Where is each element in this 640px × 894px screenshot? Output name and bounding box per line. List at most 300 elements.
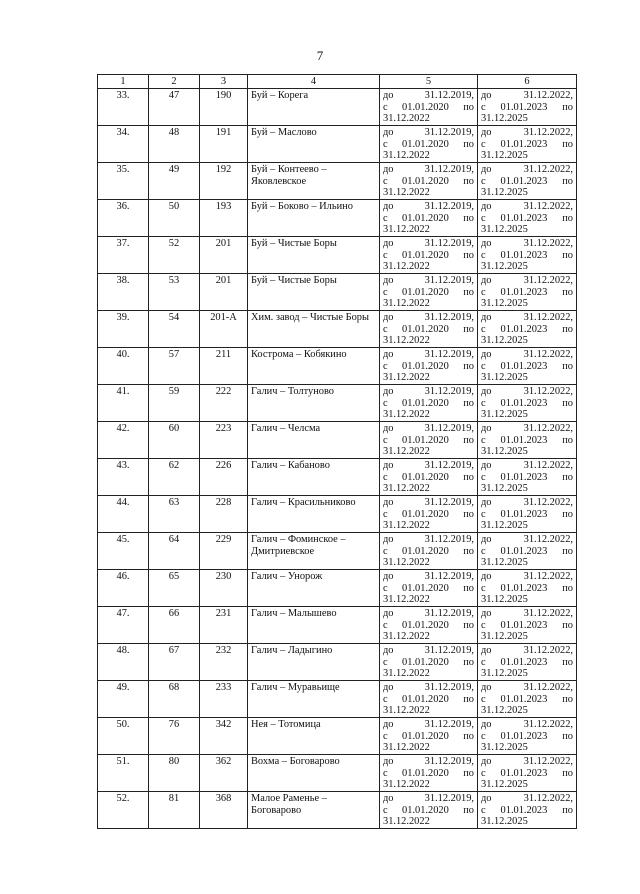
register-number: 53 <box>149 274 200 311</box>
period-from-date: 01.01.2023 <box>500 508 548 520</box>
period-current <box>380 311 478 348</box>
route-name: Галич – Кабаново <box>248 459 380 496</box>
col-header-1: 1 <box>98 75 149 89</box>
route-name: Галич – Красильниково <box>248 496 380 533</box>
table-row <box>98 644 577 681</box>
period-current <box>380 533 478 570</box>
period-to-word: по <box>562 656 573 668</box>
period-next <box>478 237 577 274</box>
period-from-date: 01.01.2020 <box>402 656 449 668</box>
row-number: 51. <box>98 755 149 792</box>
row-number: 43. <box>98 459 149 496</box>
period-next <box>478 274 577 311</box>
period-to-word: по <box>562 545 573 557</box>
period-to-date: 31.12.2025 <box>481 631 528 643</box>
period-next-text <box>481 386 573 421</box>
route-number: 226 <box>200 459 248 496</box>
route-name: Буй – Боково – Ильино <box>248 200 380 237</box>
period-current <box>380 274 478 311</box>
period-to-date: 31.12.2022 <box>383 335 430 347</box>
period-next <box>478 607 577 644</box>
period-from-date: 01.01.2023 <box>500 582 548 594</box>
period-next <box>478 644 577 681</box>
period-end-date: 31.12.2022, <box>523 497 573 508</box>
table-row <box>98 496 577 533</box>
period-current <box>380 237 478 274</box>
period-to-word: по <box>463 545 474 557</box>
period-current <box>380 422 478 459</box>
period-next-text <box>481 756 573 791</box>
route-name: Буй – Чистые Боры <box>248 237 380 274</box>
period-from-word: с <box>481 545 486 557</box>
register-number: 66 <box>149 607 200 644</box>
period-current-text <box>383 497 474 532</box>
period-to-word: по <box>463 101 474 113</box>
period-current-text <box>383 423 474 458</box>
period-end-date: 31.12.2019, <box>424 571 474 582</box>
period-prefix: до <box>481 238 492 249</box>
period-to-date: 31.12.2022 <box>383 631 430 643</box>
period-from-word: с <box>383 175 388 187</box>
period-prefix: до <box>481 460 492 471</box>
period-to-date: 31.12.2022 <box>383 520 430 532</box>
period-prefix: до <box>383 793 394 804</box>
period-end-date: 31.12.2022, <box>523 201 573 212</box>
period-current <box>380 607 478 644</box>
period-to-word: по <box>562 804 573 816</box>
period-next <box>478 755 577 792</box>
col-header-4: 4 <box>248 75 380 89</box>
period-end-date: 31.12.2019, <box>424 793 474 804</box>
period-to-word: по <box>562 286 573 298</box>
period-next <box>478 792 577 829</box>
table-row <box>98 348 577 385</box>
register-number: 50 <box>149 200 200 237</box>
period-end-date: 31.12.2019, <box>424 201 474 212</box>
period-from-word: с <box>383 508 388 520</box>
period-from-word: с <box>481 249 486 261</box>
period-from-word: с <box>481 175 486 187</box>
period-from-date: 01.01.2020 <box>402 138 449 150</box>
register-number: 62 <box>149 459 200 496</box>
route-name: Галич – Фоминское – Дмитриевское <box>248 533 380 570</box>
period-prefix: до <box>383 423 394 434</box>
period-end-date: 31.12.2019, <box>424 460 474 471</box>
period-to-word: по <box>562 434 573 446</box>
period-next-text <box>481 275 573 310</box>
period-to-date: 31.12.2022 <box>383 742 430 754</box>
period-from-date: 01.01.2020 <box>402 804 449 816</box>
period-end-date: 31.12.2019, <box>424 645 474 656</box>
route-name: Буй – Маслово <box>248 126 380 163</box>
period-end-date: 31.12.2019, <box>424 423 474 434</box>
period-from-date: 01.01.2023 <box>500 249 548 261</box>
period-from-date: 01.01.2020 <box>402 249 449 261</box>
period-current-text <box>383 201 474 236</box>
period-current-text <box>383 571 474 606</box>
period-end-date: 31.12.2022, <box>523 312 573 323</box>
period-end-date: 31.12.2022, <box>523 534 573 545</box>
table-row <box>98 89 577 126</box>
route-name: Галич – Толтуново <box>248 385 380 422</box>
route-name: Галич – Малышево <box>248 607 380 644</box>
period-to-date: 31.12.2022 <box>383 557 430 569</box>
row-number: 48. <box>98 644 149 681</box>
period-next <box>478 348 577 385</box>
period-to-date: 31.12.2022 <box>383 816 430 828</box>
period-prefix: до <box>481 756 492 767</box>
period-end-date: 31.12.2019, <box>424 238 474 249</box>
period-prefix: до <box>481 275 492 286</box>
period-prefix: до <box>481 423 492 434</box>
period-from-word: с <box>481 101 486 113</box>
period-current-text <box>383 756 474 791</box>
period-end-date: 31.12.2019, <box>424 608 474 619</box>
period-current-text <box>383 238 474 273</box>
period-from-date: 01.01.2023 <box>500 730 548 742</box>
period-prefix: до <box>481 497 492 508</box>
period-prefix: до <box>481 201 492 212</box>
period-next-text <box>481 423 573 458</box>
period-next <box>478 200 577 237</box>
period-from-date: 01.01.2023 <box>500 138 548 150</box>
row-number: 41. <box>98 385 149 422</box>
period-next-text <box>481 682 573 717</box>
period-from-date: 01.01.2023 <box>500 767 548 779</box>
route-number: 228 <box>200 496 248 533</box>
period-current-text <box>383 608 474 643</box>
period-current-text <box>383 164 474 199</box>
period-prefix: до <box>383 497 394 508</box>
period-from-word: с <box>481 767 486 779</box>
table-row <box>98 422 577 459</box>
period-to-date: 31.12.2022 <box>383 372 430 384</box>
period-from-word: с <box>481 286 486 298</box>
period-from-date: 01.01.2023 <box>500 397 548 409</box>
period-to-date: 31.12.2025 <box>481 224 528 236</box>
period-from-word: с <box>481 656 486 668</box>
period-end-date: 31.12.2022, <box>523 90 573 101</box>
period-to-word: по <box>463 804 474 816</box>
period-to-word: по <box>463 582 474 594</box>
period-end-date: 31.12.2022, <box>523 682 573 693</box>
period-to-word: по <box>463 175 474 187</box>
table-row <box>98 200 577 237</box>
period-to-word: по <box>562 249 573 261</box>
period-next <box>478 89 577 126</box>
period-to-word: по <box>562 582 573 594</box>
period-current-text <box>383 645 474 680</box>
route-name: Хим. завод – Чистые Боры <box>248 311 380 348</box>
period-end-date: 31.12.2022, <box>523 756 573 767</box>
period-to-date: 31.12.2022 <box>383 483 430 495</box>
period-prefix: до <box>481 608 492 619</box>
register-number: 63 <box>149 496 200 533</box>
period-prefix: до <box>481 386 492 397</box>
period-from-date: 01.01.2020 <box>402 767 449 779</box>
period-to-date: 31.12.2025 <box>481 483 528 495</box>
table-row <box>98 792 577 829</box>
period-to-date: 31.12.2025 <box>481 446 528 458</box>
period-end-date: 31.12.2022, <box>523 127 573 138</box>
route-name: Буй – Корега <box>248 89 380 126</box>
period-to-word: по <box>463 138 474 150</box>
row-number: 36. <box>98 200 149 237</box>
period-from-word: с <box>383 138 388 150</box>
period-current-text <box>383 534 474 569</box>
period-from-date: 01.01.2020 <box>402 730 449 742</box>
period-from-date: 01.01.2020 <box>402 693 449 705</box>
period-prefix: до <box>481 719 492 730</box>
period-from-word: с <box>383 693 388 705</box>
period-from-word: с <box>383 434 388 446</box>
period-from-date: 01.01.2023 <box>500 323 548 335</box>
period-from-word: с <box>383 212 388 224</box>
period-from-date: 01.01.2020 <box>402 508 449 520</box>
period-end-date: 31.12.2019, <box>424 90 474 101</box>
period-to-date: 31.12.2022 <box>383 594 430 606</box>
route-number: 193 <box>200 200 248 237</box>
period-prefix: до <box>481 90 492 101</box>
route-number: 192 <box>200 163 248 200</box>
register-number: 64 <box>149 533 200 570</box>
period-from-date: 01.01.2020 <box>402 619 449 631</box>
table-row <box>98 274 577 311</box>
period-next-text <box>481 571 573 606</box>
table-row <box>98 237 577 274</box>
period-from-date: 01.01.2020 <box>402 397 449 409</box>
route-number: 230 <box>200 570 248 607</box>
period-from-word: с <box>383 397 388 409</box>
period-current-text <box>383 386 474 421</box>
col-header-5: 5 <box>380 75 478 89</box>
period-current <box>380 126 478 163</box>
period-to-word: по <box>562 767 573 779</box>
period-next-text <box>481 164 573 199</box>
route-number: 233 <box>200 681 248 718</box>
route-number: 232 <box>200 644 248 681</box>
period-from-word: с <box>481 730 486 742</box>
route-number: 201 <box>200 274 248 311</box>
table-row <box>98 570 577 607</box>
period-to-date: 31.12.2022 <box>383 224 430 236</box>
route-number: 191 <box>200 126 248 163</box>
period-from-word: с <box>481 804 486 816</box>
period-to-word: по <box>562 693 573 705</box>
period-from-date: 01.01.2023 <box>500 101 548 113</box>
route-number: 362 <box>200 755 248 792</box>
period-current <box>380 200 478 237</box>
period-from-word: с <box>481 323 486 335</box>
period-from-date: 01.01.2023 <box>500 360 548 372</box>
period-to-date: 31.12.2022 <box>383 446 430 458</box>
period-to-date: 31.12.2025 <box>481 779 528 791</box>
period-next-text <box>481 608 573 643</box>
register-number: 57 <box>149 348 200 385</box>
table-header-row <box>98 75 577 89</box>
period-current-text <box>383 275 474 310</box>
table-row <box>98 126 577 163</box>
period-end-date: 31.12.2019, <box>424 386 474 397</box>
col-header-6: 6 <box>478 75 577 89</box>
register-number: 48 <box>149 126 200 163</box>
period-from-date: 01.01.2020 <box>402 101 449 113</box>
period-prefix: до <box>383 756 394 767</box>
period-next-text <box>481 238 573 273</box>
row-number: 39. <box>98 311 149 348</box>
row-number: 37. <box>98 237 149 274</box>
period-to-word: по <box>463 286 474 298</box>
period-to-word: по <box>562 397 573 409</box>
period-prefix: до <box>383 312 394 323</box>
period-current <box>380 163 478 200</box>
route-name: Нея – Тотомица <box>248 718 380 755</box>
period-current <box>380 570 478 607</box>
period-current <box>380 792 478 829</box>
period-to-date: 31.12.2025 <box>481 409 528 421</box>
period-to-word: по <box>562 471 573 483</box>
route-number: 222 <box>200 385 248 422</box>
col-header-3: 3 <box>200 75 248 89</box>
row-number: 52. <box>98 792 149 829</box>
table-row <box>98 163 577 200</box>
period-to-date: 31.12.2022 <box>383 113 430 125</box>
row-number: 33. <box>98 89 149 126</box>
row-number: 38. <box>98 274 149 311</box>
period-to-word: по <box>463 323 474 335</box>
period-prefix: до <box>481 645 492 656</box>
period-prefix: до <box>481 349 492 360</box>
period-current <box>380 385 478 422</box>
period-prefix: до <box>383 275 394 286</box>
period-to-date: 31.12.2025 <box>481 113 528 125</box>
period-prefix: до <box>383 386 394 397</box>
period-to-word: по <box>463 212 474 224</box>
route-name: Малое Раменье – Боговарово <box>248 792 380 829</box>
period-from-date: 01.01.2020 <box>402 545 449 557</box>
period-from-date: 01.01.2023 <box>500 434 548 446</box>
period-to-word: по <box>562 619 573 631</box>
route-number: 190 <box>200 89 248 126</box>
period-prefix: до <box>383 90 394 101</box>
period-prefix: до <box>481 534 492 545</box>
register-number: 52 <box>149 237 200 274</box>
period-next <box>478 126 577 163</box>
period-prefix: до <box>383 127 394 138</box>
period-from-word: с <box>383 619 388 631</box>
period-end-date: 31.12.2022, <box>523 164 573 175</box>
route-number: 201-А <box>200 311 248 348</box>
period-next-text <box>481 312 573 347</box>
period-current <box>380 644 478 681</box>
route-name: Галич – Ладыгино <box>248 644 380 681</box>
period-from-date: 01.01.2023 <box>500 693 548 705</box>
row-number: 35. <box>98 163 149 200</box>
period-end-date: 31.12.2019, <box>424 349 474 360</box>
period-from-date: 01.01.2020 <box>402 471 449 483</box>
row-number: 49. <box>98 681 149 718</box>
period-to-date: 31.12.2025 <box>481 335 528 347</box>
period-to-date: 31.12.2025 <box>481 742 528 754</box>
period-to-word: по <box>562 212 573 224</box>
period-from-date: 01.01.2023 <box>500 286 548 298</box>
period-from-word: с <box>383 582 388 594</box>
period-from-word: с <box>383 249 388 261</box>
period-end-date: 31.12.2022, <box>523 423 573 434</box>
period-from-date: 01.01.2020 <box>402 212 449 224</box>
table-row <box>98 718 577 755</box>
period-to-word: по <box>463 471 474 483</box>
period-from-date: 01.01.2023 <box>500 656 548 668</box>
period-from-date: 01.01.2020 <box>402 286 449 298</box>
route-number: 229 <box>200 533 248 570</box>
register-number: 49 <box>149 163 200 200</box>
period-to-word: по <box>463 656 474 668</box>
route-number: 342 <box>200 718 248 755</box>
period-from-word: с <box>481 619 486 631</box>
period-to-word: по <box>463 249 474 261</box>
period-prefix: до <box>481 127 492 138</box>
period-from-word: с <box>481 434 486 446</box>
route-name: Буй – Чистые Боры <box>248 274 380 311</box>
register-number: 80 <box>149 755 200 792</box>
period-next <box>478 496 577 533</box>
row-number: 47. <box>98 607 149 644</box>
table-row <box>98 681 577 718</box>
period-next-text <box>481 349 573 384</box>
route-number: 368 <box>200 792 248 829</box>
period-to-date: 31.12.2022 <box>383 261 430 273</box>
table-row <box>98 385 577 422</box>
period-prefix: до <box>383 608 394 619</box>
period-prefix: до <box>383 645 394 656</box>
row-number: 40. <box>98 348 149 385</box>
period-to-date: 31.12.2025 <box>481 298 528 310</box>
period-from-date: 01.01.2023 <box>500 471 548 483</box>
period-from-date: 01.01.2023 <box>500 212 548 224</box>
route-number: 201 <box>200 237 248 274</box>
row-number: 42. <box>98 422 149 459</box>
period-to-word: по <box>562 360 573 372</box>
period-to-word: по <box>463 693 474 705</box>
period-current-text <box>383 719 474 754</box>
period-from-date: 01.01.2020 <box>402 434 449 446</box>
period-next-text <box>481 534 573 569</box>
period-to-date: 31.12.2022 <box>383 187 430 199</box>
period-from-word: с <box>383 101 388 113</box>
period-from-word: с <box>481 138 486 150</box>
period-prefix: до <box>383 534 394 545</box>
period-next <box>478 718 577 755</box>
period-to-word: по <box>463 360 474 372</box>
period-current <box>380 348 478 385</box>
period-from-word: с <box>481 212 486 224</box>
period-to-date: 31.12.2022 <box>383 409 430 421</box>
route-name: Галич – Челсма <box>248 422 380 459</box>
period-from-date: 01.01.2020 <box>402 582 449 594</box>
period-to-date: 31.12.2025 <box>481 261 528 273</box>
period-to-date: 31.12.2025 <box>481 668 528 680</box>
route-name: Галич – Муравьище <box>248 681 380 718</box>
period-prefix: до <box>383 682 394 693</box>
period-current-text <box>383 349 474 384</box>
period-prefix: до <box>383 460 394 471</box>
period-prefix: до <box>383 238 394 249</box>
period-to-date: 31.12.2022 <box>383 668 430 680</box>
period-current-text <box>383 127 474 162</box>
period-from-date: 01.01.2023 <box>500 175 548 187</box>
period-from-date: 01.01.2023 <box>500 619 548 631</box>
